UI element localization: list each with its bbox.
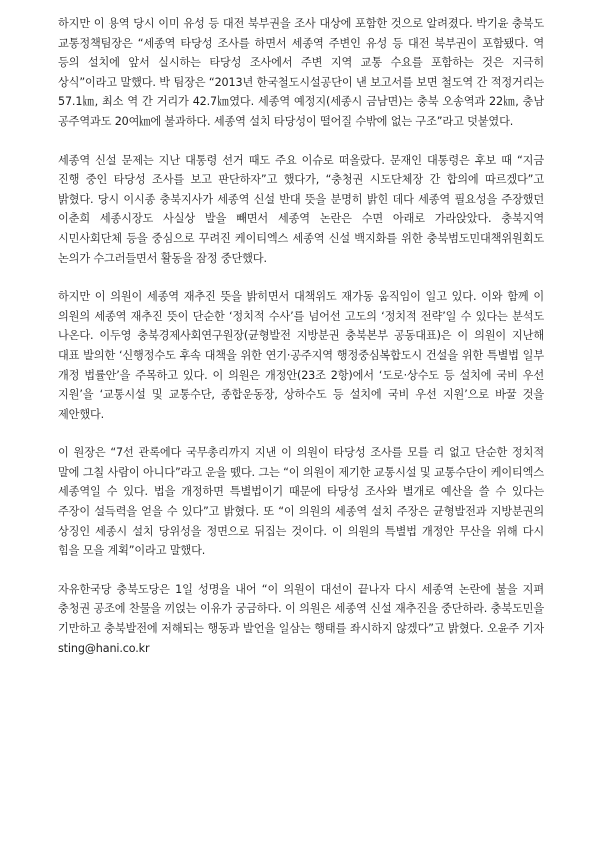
article-paragraph: 하지만 이 용역 당시 이미 유성 등 대전 북부권을 조사 대상에 포함한 것으로 알려졌다. 박기윤 충북도 교통정책팀장은 “세종역 타당성 조사를 하면서 세종역 주변인 유성 등 대전 북부권이 포함됐다. 역 등의 설치에 앞서 실시하는 타당성 조사에서 주변 지역 교통 수요를 포함하는 것은 지극히 상식”이라고 말했다. 박 팀장은 “2013년 한국철도시설공단이 낸 보고서를 보면 철도역 간 적정거리는 57.1㎞, 최소 역 간 거리가 42.7㎞였다. 세종역 예정지(세종시 금남면)는 충북 오송역과 22㎞, 충남 공주역과도 20여㎞에 불과하다. 세종역 설치 타당성이 떨어질 수밖에 없는 구조”라고 덧붙였다. — [58, 17, 544, 128]
article-paragraph: 세종역 신설 문제는 지난 대통령 선거 때도 주요 이슈로 떠올랐다. 문재인 대통령은 후보 때 “지금 진행 중인 타당성 조사를 보고 판단하자”고 했다가, “충청권 시도단체장 간 합의에 따르겠다”고 밝혔다. 당시 이시종 충북지사가 세종역 신설 반대 뜻을 분명히 밝힌 데다 세종역 필요성을 주장했던 이춘희 세종시장도 사실상 발을 빼면서 세종역 논란은 수면 아래로 가라앉았다. 충북지역 시민사회단체 등을 중심으로 꾸려진 케이티엑스 세종역 신설 백지화를 위한 충북범도민대책위원회도 논의가 수그러들면서 활동을 잠정 중단했다. — [58, 153, 544, 265]
article-paragraph: 이 원장은 “7선 관록에다 국무총리까지 지낸 이 의원이 타당성 조사를 모를 리 없고 단순한 정치적 말에 그칠 사람이 아니다”라고 운을 뗐다. 그는 “이 의원이 제기한 교통시설 및 교통수단이 케이티엑스 세종역일 수 있다. 법을 개정하면 특별법이기 때문에 타당성 조사와 별개로 예산을 쓸 수 있다는 주장이 설득력을 얻을 수 있다”고 밝혔다. 또 “이 의원의 세종역 설치 주장은 균형발전과 지방분권의 상징인 세종시 설치 당위성을 정면으로 뒤집는 것이다. 이 의원의 특별법 개정안 무산을 위해 다시 힘을 모을 계획”이라고 말했다. — [58, 446, 544, 558]
article-paragraph: 하지만 이 의원이 세종역 재추진 뜻을 밝히면서 대책위도 재가동 움직임이 일고 있다. 이와 함께 이 의원의 세종역 재추진 뜻이 단순한 ‘정치적 수사’를 넘어선 고도의 ‘정치적 전략’일 수 있다는 분석도 나온다. 이두영 충북경제사회연구원장(균형발전 지방분권 충북본부 공동대표)은 이 의원이 지난해 대표 발의한 ‘신행정수도 후속 대책을 위한 연기·공주지역 행정중심복합도시 건설을 위한 특별법 일부 개정 법률안’을 주목하고 있다. 이 의원은 개정안(23조 2항)에서 ‘도로·상수도 등 설치에 국비 우선 지원’을 ‘교통시설 및 교통수단, 종합운동장, 상하수도 등 설치에 국비 우선 지원’으로 바꿀 것을 제안했다. — [58, 290, 544, 421]
article-paragraph: 자유한국당 충북도당은 1일 성명을 내어 “이 의원이 대선이 끝나자 다시 세종역 논란에 불을 지펴 충청권 공조에 찬물을 끼얹는 이유가 궁금하다. 이 의원은 세종역 신설 재추진을 중단하라. 충북도민을 기만하고 충북발전에 저해되는 행동과 발언을 일삼는 행태를 좌시하지 않겠다”고 밝혔다. 오윤주 기자 sting@hani.co.kr — [58, 582, 544, 655]
